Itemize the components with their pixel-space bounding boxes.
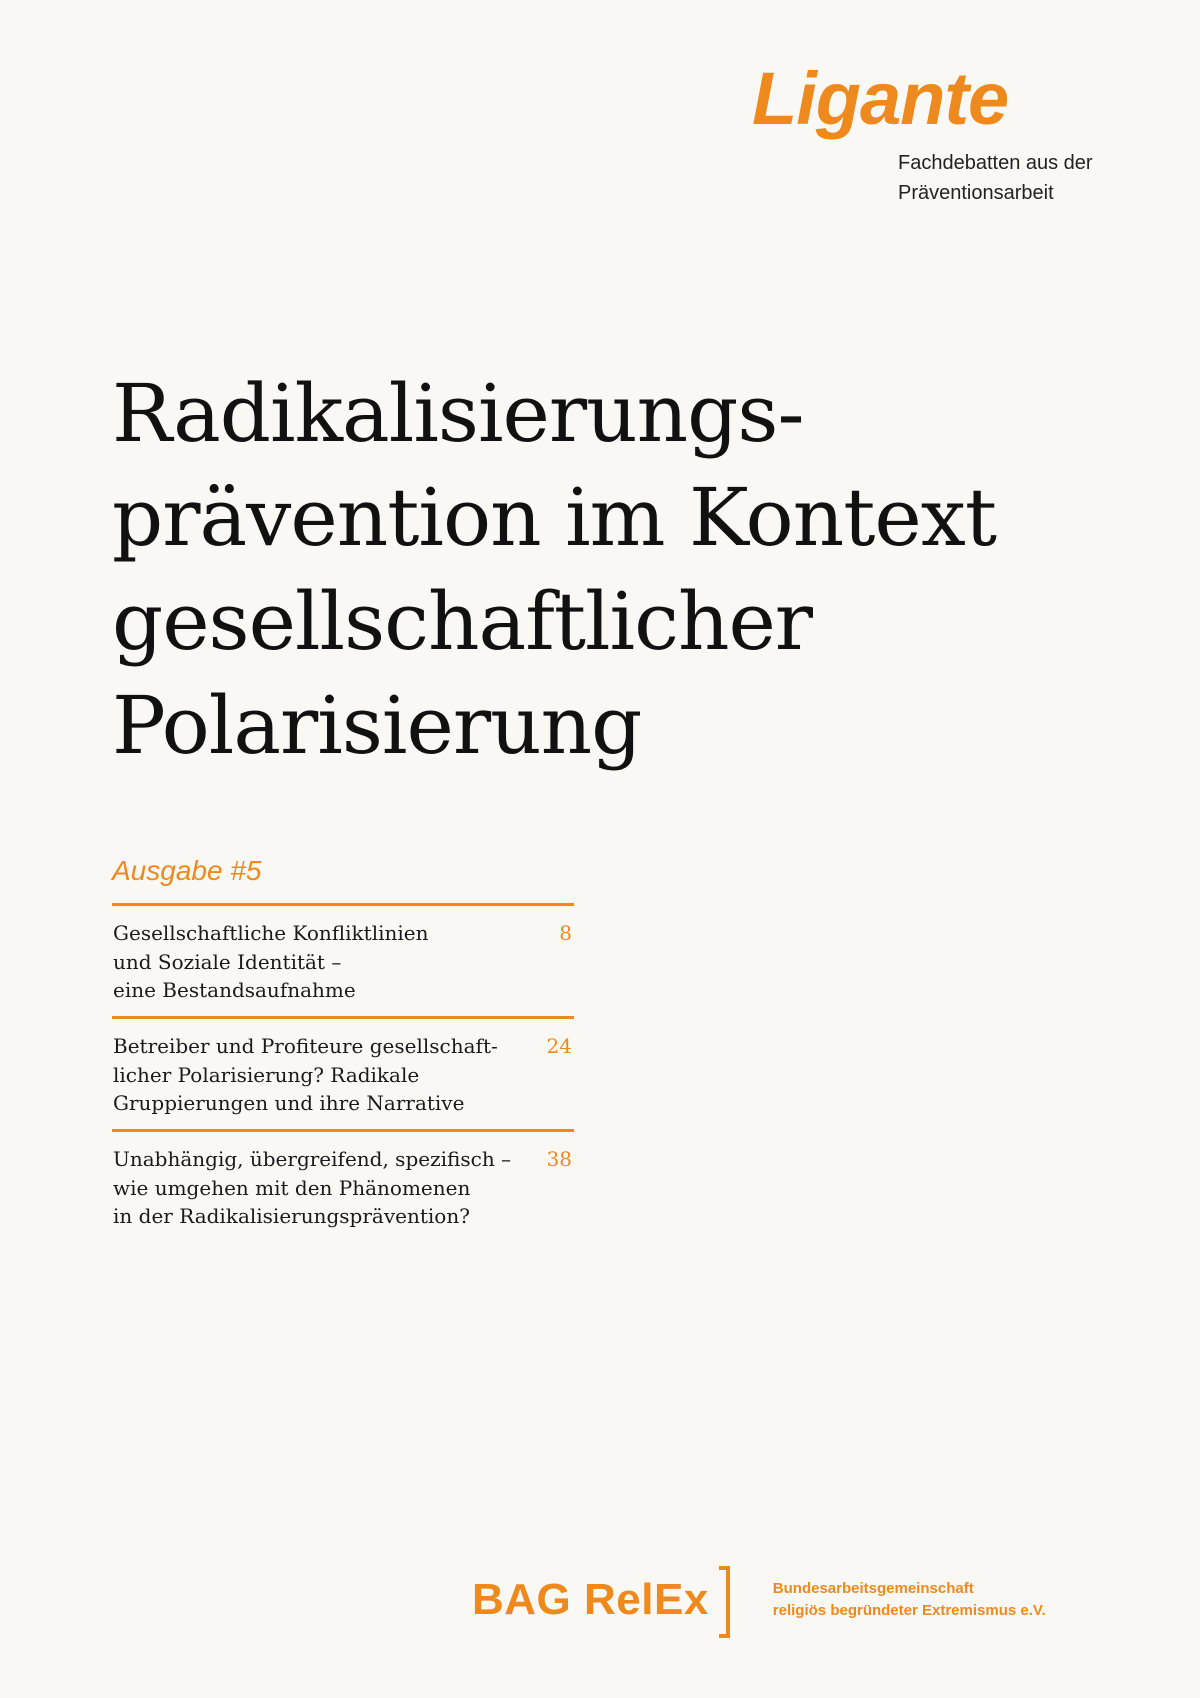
org-name-line: religiös begründeter Extremismus e.V. bbox=[772, 1602, 1046, 1619]
toc-entry-title bbox=[113, 1145, 511, 1242]
toc-line: und Soziale Identität – bbox=[113, 949, 342, 974]
title-line: Radikalisierungs- bbox=[112, 367, 804, 460]
toc-line: licher Polarisierung? Radikale bbox=[113, 1062, 420, 1087]
bag-relex-wordmark: BAG RelEx bbox=[472, 1575, 709, 1624]
toc-entry-title bbox=[113, 1032, 498, 1129]
toc-line: in der Radikalisierungsprävention? bbox=[113, 1204, 470, 1228]
toc-line: Gruppierungen und ihre Narrative bbox=[113, 1091, 465, 1115]
toc-line: eine Bestandsaufnahme bbox=[113, 978, 356, 1002]
table-of-contents bbox=[112, 903, 574, 1242]
toc-entry[interactable] bbox=[112, 903, 574, 1016]
toc-entry-title bbox=[113, 919, 429, 1016]
toc-line: Gesellschaftliche Konfliktlinien bbox=[113, 921, 429, 945]
brand-block bbox=[752, 57, 1152, 208]
tagline-line: Fachdebatten aus der bbox=[898, 152, 1093, 174]
toc-line: Betreiber und Profiteure gesellschaft- bbox=[113, 1034, 498, 1058]
title-line: gesellschaftlicher bbox=[112, 575, 813, 668]
ligante-logo: Ligante bbox=[752, 57, 1009, 140]
title-line: prävention im Kontext bbox=[112, 471, 996, 564]
tagline-line: Präventionsarbeit bbox=[898, 182, 1054, 204]
toc-entry[interactable] bbox=[112, 1129, 574, 1242]
bracket-icon bbox=[717, 1566, 731, 1638]
title-line: Polarisierung bbox=[112, 679, 642, 772]
org-name bbox=[773, 1578, 1046, 1622]
toc-page-number: 8 bbox=[559, 921, 572, 945]
org-name-line: Bundesarbeitsgemeinschaft bbox=[772, 1580, 974, 1597]
toc-line: wie umgehen mit den Phänomenen bbox=[113, 1175, 471, 1200]
brand-tagline bbox=[898, 148, 1158, 208]
bag-relex-logo bbox=[472, 1562, 1046, 1638]
page-title bbox=[112, 362, 1152, 778]
issue-label: Ausgabe #5 bbox=[112, 855, 262, 886]
toc-page-number: 24 bbox=[546, 1034, 572, 1058]
toc-page-number: 38 bbox=[546, 1147, 572, 1171]
toc-entry[interactable] bbox=[112, 1016, 574, 1129]
toc-line: Unabhängig, übergreifend, spezifisch – bbox=[113, 1147, 512, 1171]
